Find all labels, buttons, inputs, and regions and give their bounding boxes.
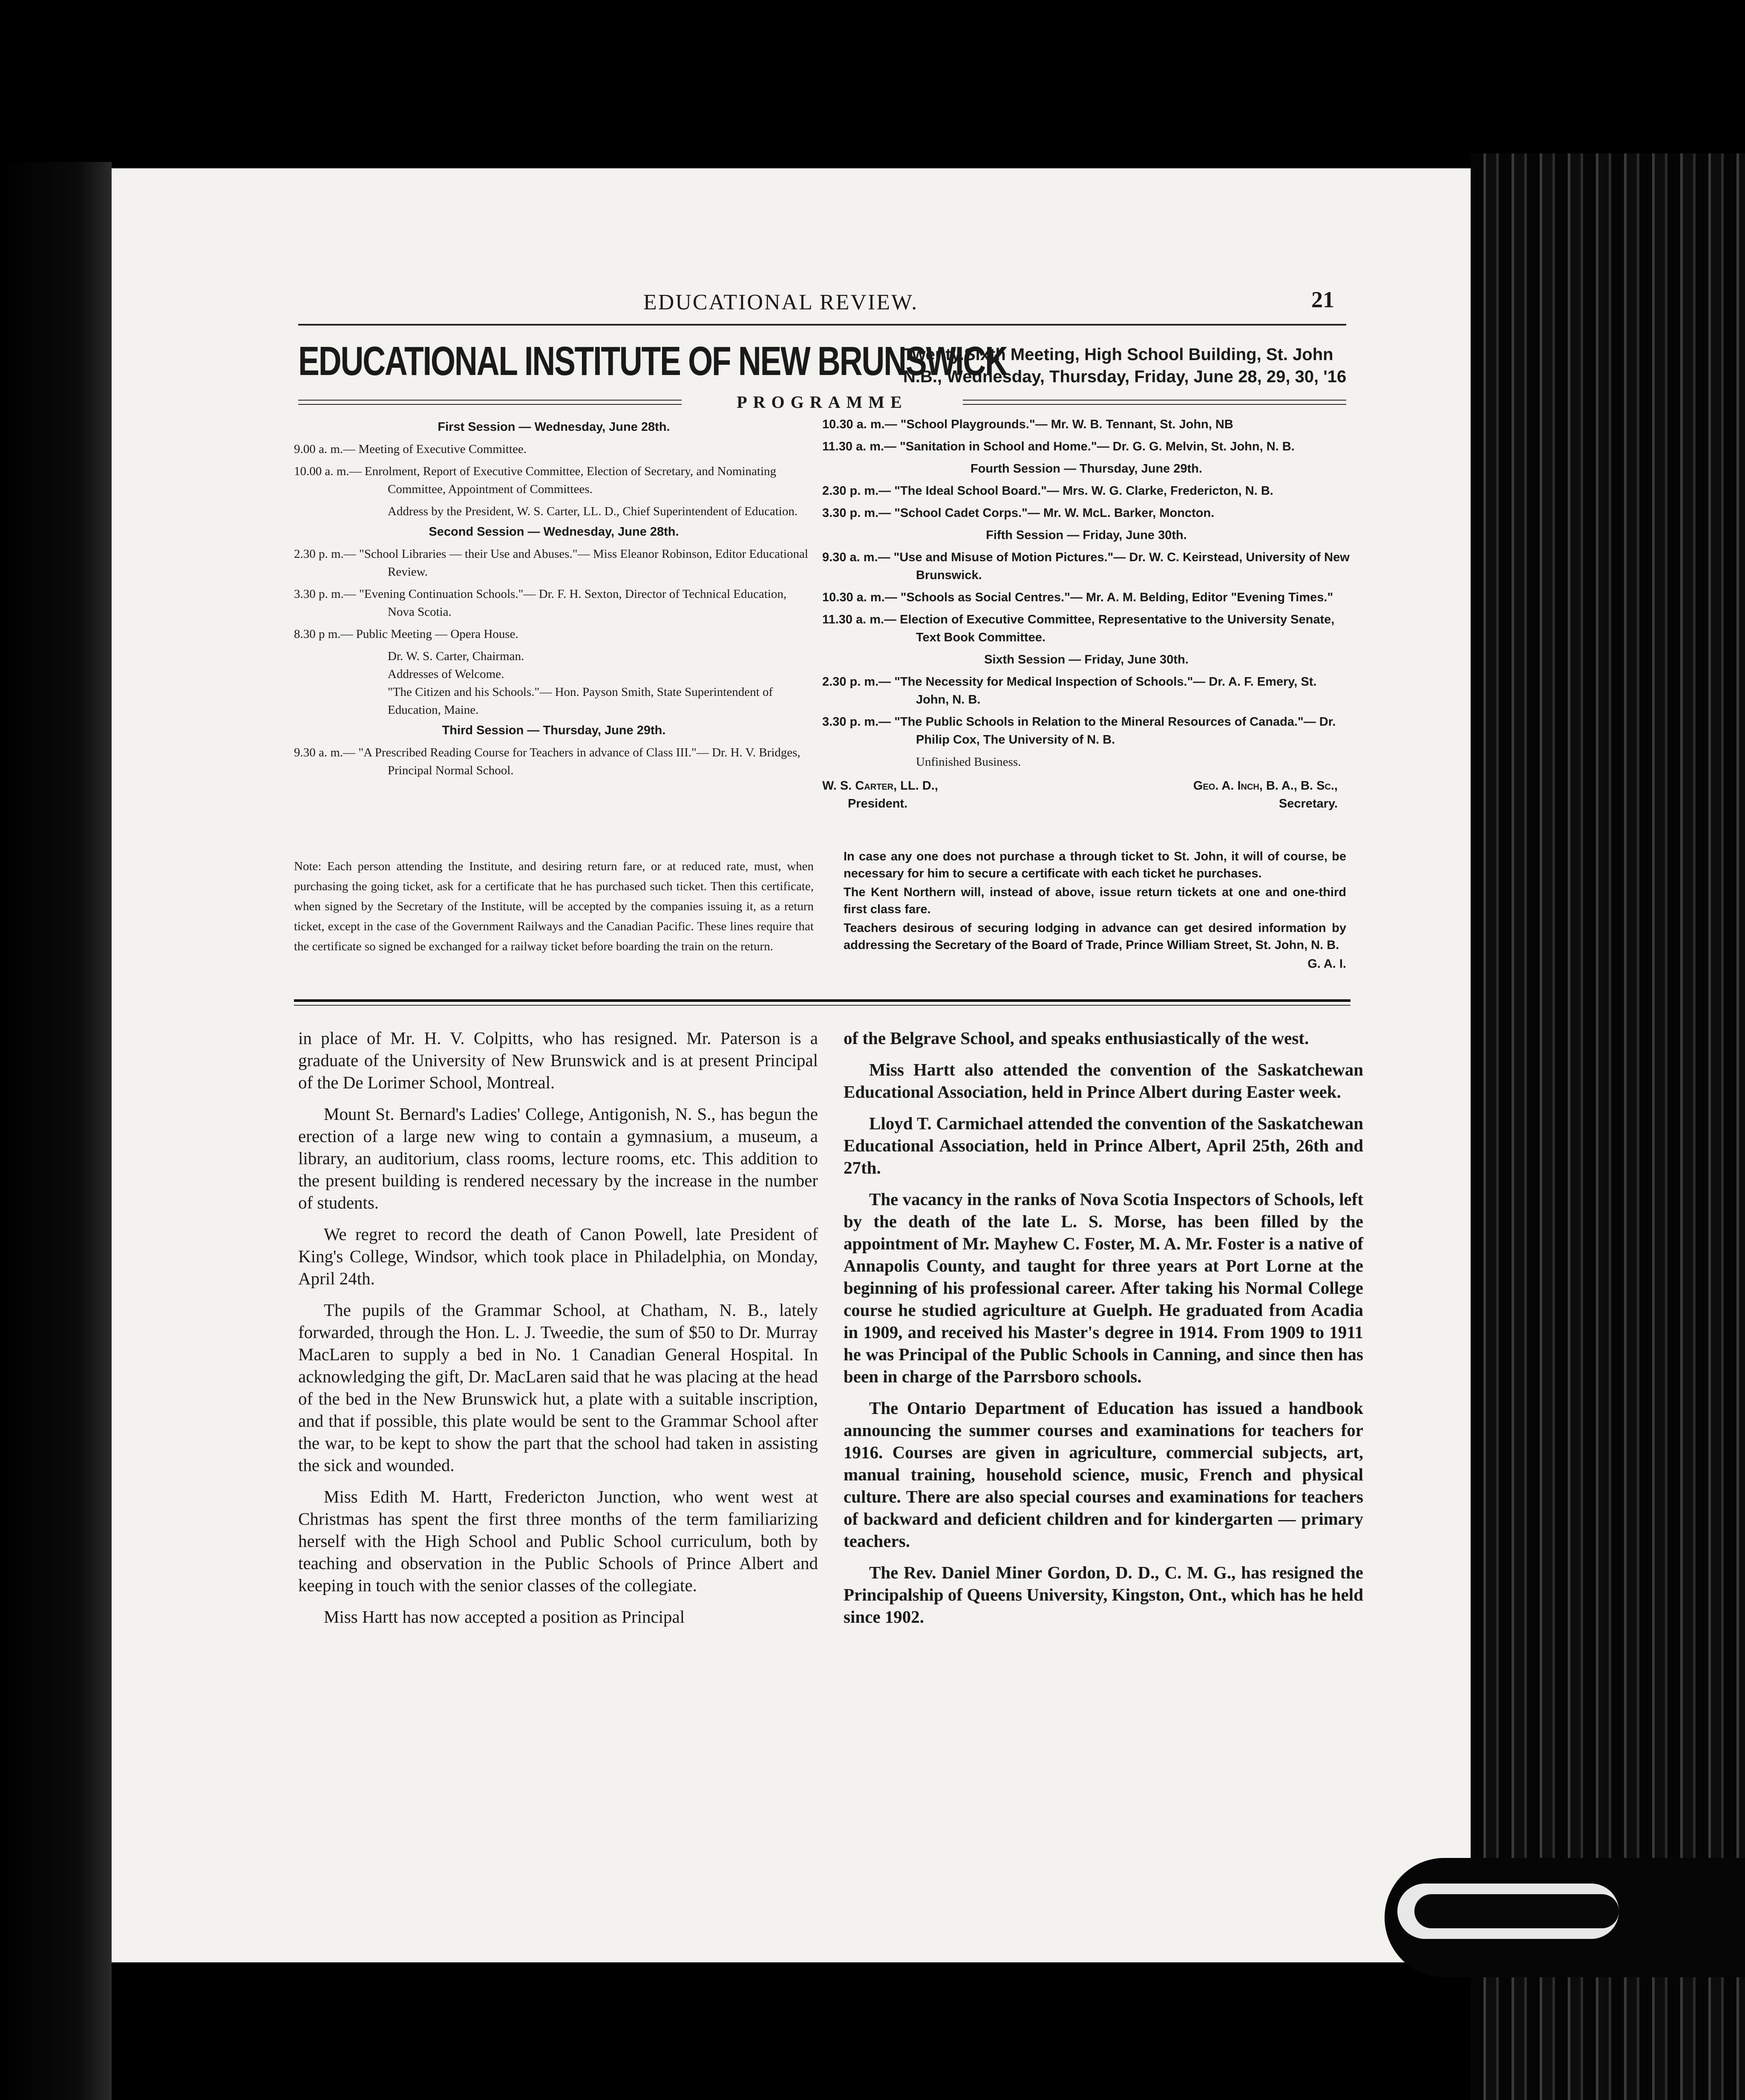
article-paragraph: in place of Mr. H. V. Colpitts, who has resigned. Mr. Paterson is a graduate of the University of New Brunswick and is at present Principal of the De Lorimer School, Montreal. — [298, 1028, 818, 1092]
page-number: 21 — [1311, 287, 1334, 312]
programme-banner — [298, 391, 1346, 412]
programme-item: "The Citizen and his Schools."— Hon. Payson Smith, State Superintendent of Education, Maine. — [388, 685, 773, 717]
article-column-right — [844, 1027, 1363, 1637]
travel-note: Note: Each person attending the Institute, and desiring return fare, or at reduced rate, must, when purchasing the going ticket, ask for a certificate that he has purchased such ticket. Then this certificate, when signed by the Secretary of the Institute, will be accepted by the companies issuing it, as a return ticket, except in the case of the Government Railways and the Canadian Pacific. These lines require that the certificate so signed be exchanged for a railway ticket before boarding the train on the return. — [294, 860, 814, 953]
note-paragraph: G. A. I. — [1307, 957, 1346, 971]
programme-item: 3.30 p. m.— "The Public Schools in Relation to the Mineral Resources of Canada."— Dr. Philip Cox, The University of N. B. — [822, 715, 1336, 747]
programme-item: 2.30 p. m.— "School Libraries — their Use and Abuses."— Miss Eleanor Robinson, Editor Educational Review. — [294, 547, 808, 579]
programme-item: Dr. W. S. Carter, Chairman. — [388, 649, 524, 663]
programme-item: Addresses of Welcome. — [388, 667, 504, 681]
programme-item: 2.30 p. m.— "The Ideal School Board."— Mrs. W. G. Clarke, Fredericton, N. B. — [822, 484, 1273, 498]
article-paragraph: Miss Hartt has now accepted a position as Principal — [324, 1607, 685, 1627]
note-paragraph: Teachers desirous of securing lodging in advance can get desired information by addressing the Secretary of the Board of Trade, Prince William Street, St. John, N. B. — [844, 921, 1346, 952]
programme-item: 2.30 p. m.— "The Necessity for Medical Inspection of Schools."— Dr. A. F. Emery, St. John, N. B. — [822, 675, 1317, 707]
programme-item: Address by the President, W. S. Carter, LL. D., Chief Superintendent of Education. — [388, 505, 798, 518]
book-binding — [1471, 153, 1745, 2100]
article-paragraph: The Ontario Department of Education has issued a handbook announcing the summer courses and examinations for teachers for 1916. Courses are given in agriculture, commercial subjects, art, manual training, household science, music, French and physical culture. There are also special courses and examinations for teachers of backward and deficient children and for kindergarten — primary teachers. — [844, 1398, 1363, 1551]
article-column-left — [298, 1027, 818, 1637]
programme-rule-right — [963, 400, 1346, 405]
session-heading: First Session — Wednesday, June 28th. — [438, 420, 670, 434]
session-heading: Fifth Session — Friday, June 30th. — [986, 528, 1187, 542]
president-name: W. S. Carter, LL. D., — [822, 779, 938, 793]
article-paragraph: Mount St. Bernard's Ladies' College, Antigonish, N. S., has begun the erection of a large new wing to contain a gymnasium, a museum, a library, an auditorium, class rooms, lecture rooms, etc. This addition to the present building is rendered necessary by the increase in the number of students. — [298, 1104, 818, 1212]
section-rule-thin — [294, 1005, 1351, 1006]
travel-note-continued — [844, 848, 1346, 974]
session-heading: Fourth Session — Thursday, June 29th. — [970, 462, 1203, 476]
article-paragraph: Lloyd T. Carmichael attended the convention of the Saskatchewan Educational Association, held in Prince Albert, April 25th, 26th and 27th. — [844, 1113, 1363, 1177]
header-rule — [298, 324, 1346, 326]
secretary-signature — [1193, 777, 1351, 813]
meeting-info: Twenty.Sixth Meeting, High School Building, St. John N.B., Wednesday, Thursday, Friday, June 28, 29, 30, '16 — [903, 345, 1347, 386]
note-paragraph: In case any one does not purchase a through ticket to St. John, it will of course, be necessary for him to secure a certificate with each ticket he purchases. — [844, 850, 1346, 880]
article-paragraph: The vacancy in the ranks of Nova Scotia Inspectors of Schools, left by the death of the late L. S. Morse, has been filled by the appointment of Mr. Mayhew C. Foster, M. A. Mr. Foster is a native of Annapolis County, and taught for three years at Port Lorne at the beginning of his professional career. After taking his Normal College course he studied agriculture at Guelph. He graduated from Acadia in 1909, and received his Master's degree in 1914. From 1909 to 1911 he was Principal of the Public Schools in Canning, and since then has been in charge of the Parrsboro schools. — [844, 1189, 1363, 1386]
article-paragraph: We regret to record the death of Canon Powell, late President of King's College, Windsor, which took place in Philadelphia, on Monday, April 24th. — [298, 1224, 818, 1288]
signature-block — [822, 777, 1351, 813]
programme-right-column — [822, 415, 1351, 813]
programme-item: 3.30 p. m.— "Evening Continuation Schools."— Dr. F. H. Sexton, Director of Technical Education, Nova Scotia. — [294, 587, 787, 619]
president-signature — [822, 777, 938, 813]
secretary-name: Geo. A. Inch, B. A., B. Sc., — [1193, 779, 1338, 793]
programme-item: 3.30 p. m.— "School Cadet Corps."— Mr. W. McL. Barker, Moncton. — [822, 506, 1215, 520]
programme-rule-left — [298, 400, 682, 405]
session-heading: Second Session — Wednesday, June 28th. — [429, 525, 679, 539]
article-paragraph: The Rev. Daniel Miner Gordon, D. D., C. M. G., has resigned the Principalship of Queens University, Kingston, Ont., which has he held since 1902. — [844, 1563, 1363, 1627]
article-paragraph: The pupils of the Grammar School, at Chatham, N. B., lately forwarded, through the Hon. L. J. Tweedie, the sum of $50 to Dr. Murray MacLaren to supply a bed in No. 1 Canadian General Hospital. In acknowledging the gift, Dr. MacLaren said that he was placing at the head of the bed in the New Brunswick hut, a plate with a suitable inscription, and that if possible, this plate would be sent to the Grammar School after the war, to be kept to show the part that the school had taken in assisting the sick and wounded. — [298, 1300, 818, 1475]
programme-item: 9.30 a. m.— "A Prescribed Reading Course for Teachers in advance of Class III."— Dr. H. V. Bridges, Principal Normal School. — [294, 746, 801, 777]
programme-item: 10.30 a. m.— "Schools as Social Centres."— Mr. A. M. Belding, Editor "Evening Times." — [822, 591, 1333, 604]
programme-item: 9.30 a. m.— "Use and Misuse of Motion Pictures."— Dr. W. C. Keirstead, University of New Brunswick. — [822, 551, 1350, 582]
secretary-title: Secretary. — [1279, 797, 1338, 811]
article-paragraph: Miss Edith M. Hartt, Fredericton Junction, who went west at Christmas has spent the first three months of the term familiarizing herself with the High School and Public School curriculum, both by teaching and observation in the Public Schools of Prince Albert and keeping in touch with the senior classes of the collegiate. — [298, 1487, 818, 1595]
programme-item: 10.30 a. m.— "School Playgrounds."— Mr. W. B. Tennant, St. John, NB — [822, 418, 1233, 431]
programme-item: 8.30 p m.— Public Meeting — Opera House. — [294, 627, 518, 641]
programme-item: 10.00 a. m.— Enrolment, Report of Executive Committee, Election of Secretary, and Nominating Committee, Appointment of Committees. — [294, 464, 777, 496]
section-rule — [294, 999, 1351, 1002]
programme-item: Unfinished Business. — [916, 755, 1021, 769]
institute-title: EDUCATIONAL INSTITUTE OF NEW BRUNSWICK — [298, 338, 1007, 384]
programme-item: 11.30 a. m.— Election of Executive Committee, Representative to the University Senate, Text Book Committee. — [822, 613, 1335, 644]
article-paragraph: Miss Hartt also attended the convention of the Saskatchewan Educational Association, held in Prince Albert during Easter week. — [844, 1060, 1363, 1102]
clip-slot — [1414, 1894, 1619, 1928]
session-heading: Third Session — Thursday, June 29th. — [442, 724, 666, 737]
programme-item: 9.00 a. m.— Meeting of Executive Committee. — [294, 442, 527, 456]
note-paragraph: The Kent Northern will, instead of above, issue return tickets at one and one-third first class fare. — [844, 886, 1346, 916]
programme-left-column — [294, 415, 814, 784]
article-paragraph: of the Belgrave School, and speaks enthusiastically of the west. — [844, 1028, 1309, 1048]
programme-label: PROGRAMME — [737, 392, 908, 412]
programme-item: 11.30 a. m.— "Sanitation in School and Home."— Dr. G. G. Melvin, St. John, N. B. — [822, 440, 1295, 453]
session-heading: Sixth Session — Friday, June 30th. — [984, 653, 1189, 666]
president-title: President. — [848, 797, 908, 811]
journal-title: EDUCATIONAL REVIEW. — [643, 290, 919, 314]
left-page-edge — [0, 162, 112, 2100]
